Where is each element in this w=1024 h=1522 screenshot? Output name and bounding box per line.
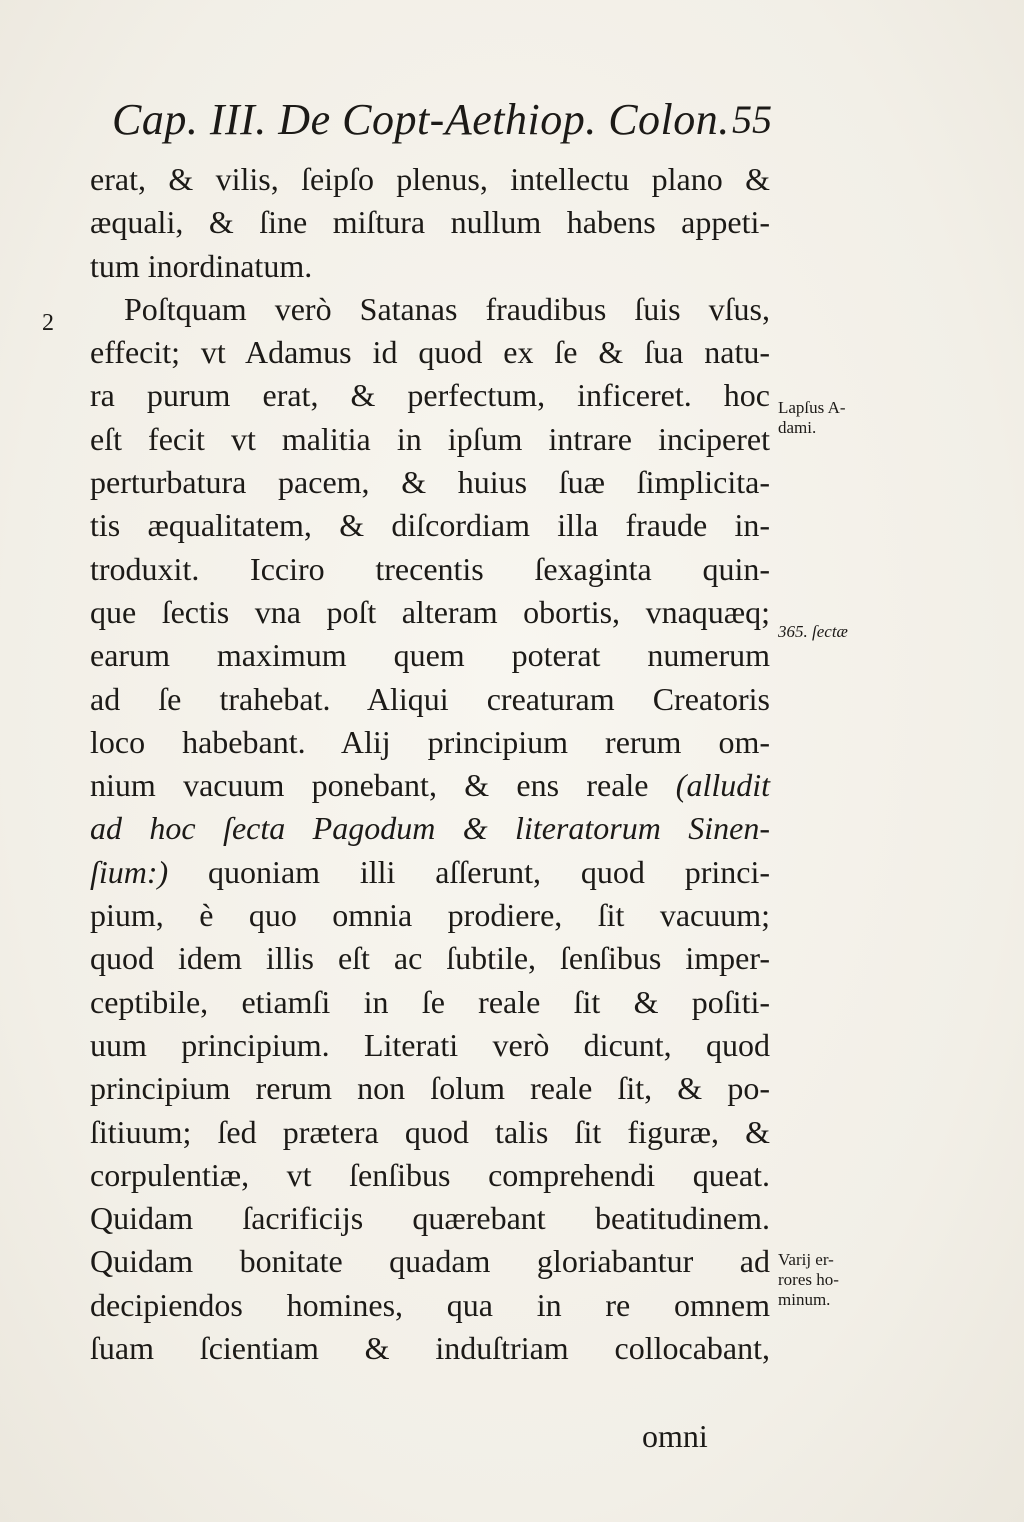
text-line: decipiendos homines, qua in re omnem [90, 1286, 770, 1323]
text-line-mixed [90, 851, 770, 894]
text-line: Quidam ſacrificijs quærebant beatitudinem. [90, 1200, 770, 1237]
text-line: troduxit. Icciro trecentis ſexaginta quin- [90, 550, 770, 587]
text-segment: quoniam illi aſſerunt, quod princi- [208, 853, 770, 890]
text-line: quod idem illis eſt ac ſubtile, ſenſibus imper- [90, 940, 770, 977]
text-line: ra purum erat, & perfectum, inficeret. hoc [90, 377, 770, 414]
text-line-italic [90, 807, 770, 850]
text-line: Quidam bonitate quadam gloriabantur ad [90, 1243, 770, 1280]
text-line: earum maximum quem poterat numerum [90, 637, 770, 674]
margin-note-line: minum. [778, 1290, 831, 1309]
text-line-mixed [90, 764, 770, 807]
margin-note-errores [778, 1250, 839, 1310]
text-line: ſuam ſcientiam & induſtriam collocabant, [90, 1330, 770, 1367]
body-text [90, 158, 770, 1370]
text-line: ſitiuum; ſed prætera quod talis ſit figuræ, & [90, 1113, 770, 1150]
italic-aside: (alludit [675, 767, 771, 804]
text-line: corpulentiæ, vt ſenſibus comprehendi queat. [90, 1156, 770, 1193]
margin-note-lapsus-adami [778, 398, 846, 438]
text-line: loco habebant. Alij principium rerum om- [90, 723, 770, 760]
italic-aside: ſium:) [90, 853, 169, 890]
text-line: effecit; vt Adamus id quod ex ſe & ſua natu- [90, 334, 770, 371]
text-line: que ſectis vna poſt alteram obortis, vnaquæq; [90, 593, 770, 630]
italic-aside: ad hoc ſecta Pagodum & literatorum Sinen- [90, 810, 770, 847]
text-line: Poſtquam verò Satanas fraudibus ſuis vſus, [124, 290, 770, 327]
text-line: uum principium. Literati verò dicunt, quod [90, 1026, 770, 1063]
running-title: Cap. III. De Copt-Aethiop. Colon. [112, 95, 730, 144]
margin-note-line: rores ho- [778, 1270, 839, 1289]
margin-note-line: Lapſus A- [778, 398, 846, 417]
page-number: 55 [732, 97, 772, 142]
text-line: perturbatura pacem, & huius ſuæ ſimplicita- [90, 464, 770, 501]
margin-note-line: 365. ſectæ [778, 622, 848, 641]
margin-note-line: Varij er- [778, 1250, 834, 1269]
text-line: tis æqualitatem, & diſcordiam illa fraude in- [90, 507, 770, 544]
text-line: ceptibile, etiamſi in ſe reale ſit & poſiti- [90, 983, 770, 1020]
text-line: æquali, & ſine miſtura nullum habens appeti- [90, 204, 770, 241]
catchword: omni [642, 1418, 708, 1454]
text-line: principium rerum non ſolum reale ſit, & po- [90, 1070, 770, 1107]
margin-note-sectae [778, 622, 848, 642]
text-line: erat, & vilis, ſeipſo plenus, intellectu plano & [90, 161, 770, 197]
margin-note-line: dami. [778, 418, 817, 437]
text-line: ad ſe trahebat. Aliqui creaturam Creatoris [90, 680, 770, 717]
text-line: pium, è quo omnia prodiere, ſit vacuum; [90, 897, 770, 934]
running-head [112, 92, 772, 148]
text-line: eſt fecit vt malitia in ipſum intrare inciperet [90, 420, 770, 457]
text-segment: nium vacuum ponebant, & ens reale [90, 767, 649, 804]
text-line: tum inordinatum. [90, 247, 313, 284]
paragraph-number: 2 [42, 310, 54, 336]
